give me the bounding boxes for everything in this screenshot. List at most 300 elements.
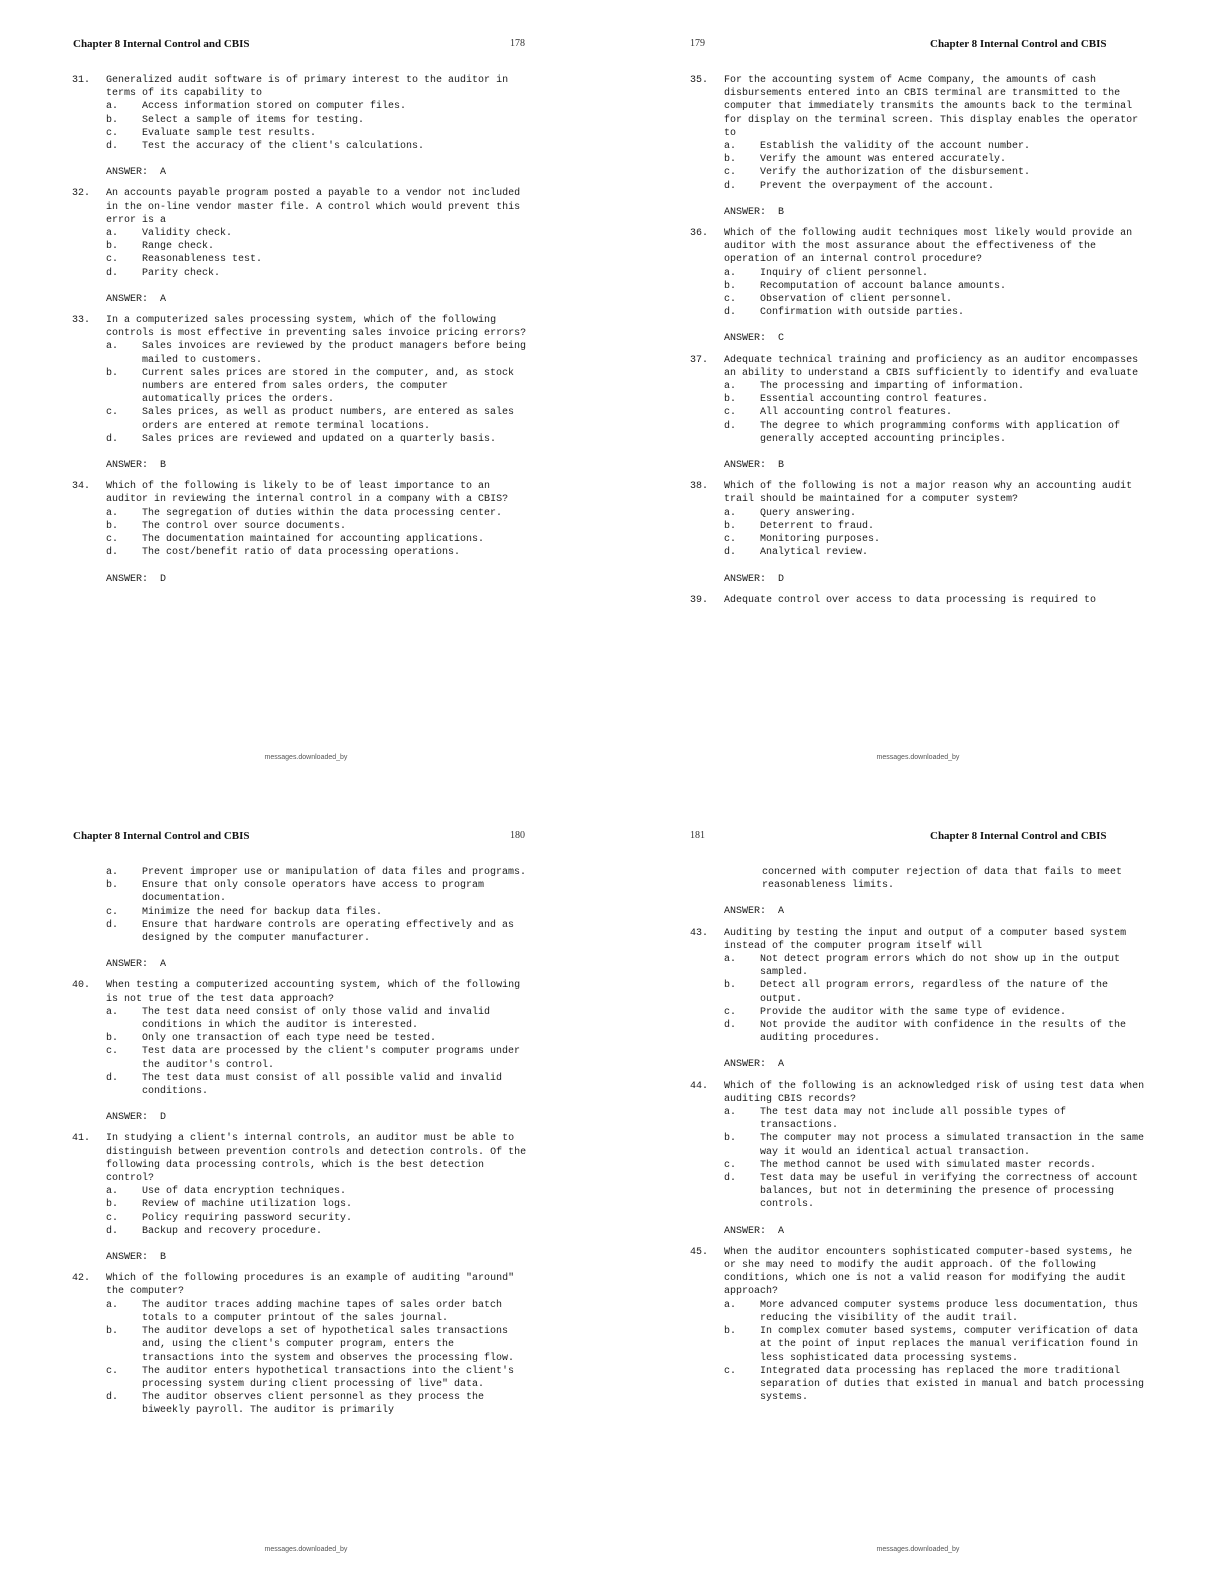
question-stem <box>72 314 542 340</box>
answer-option <box>106 433 542 446</box>
option-text: Review of machine utilization logs. <box>142 1199 353 1211</box>
answer-label: ANSWER: <box>106 460 149 472</box>
question-stem <box>690 594 1160 607</box>
option-text: The auditor observes client personnel as they process the biweekly payroll. The auditor is primarily <box>142 1392 485 1417</box>
question-item <box>72 480 542 585</box>
option-letter: c. <box>106 1046 119 1058</box>
answer-value: B <box>778 206 785 218</box>
option-letter: d. <box>106 919 119 931</box>
answer-line <box>106 1251 542 1264</box>
option-letter: a. <box>724 507 737 519</box>
answer-option <box>106 406 542 432</box>
answer-label: ANSWER: <box>724 460 767 472</box>
question-item <box>72 1272 542 1417</box>
question-number: 37. <box>690 354 709 366</box>
answer-option <box>106 1299 542 1325</box>
option-letter: d. <box>724 307 737 319</box>
answer-option <box>724 1325 1160 1365</box>
option-text: The test data may not include all possible types of transactions. <box>760 1107 1067 1132</box>
option-letter: b. <box>106 367 119 379</box>
option-text: Recomputation of account balance amounts. <box>760 280 1007 292</box>
answer-option <box>724 533 1160 546</box>
page-number: 178 <box>510 38 525 49</box>
question-item <box>690 927 1160 1072</box>
option-letter: d. <box>106 1225 119 1237</box>
option-text: Sales prices, as well as product numbers, are entered as sales orders are entered at remote terminal locations. <box>142 407 515 432</box>
answer-line <box>724 459 1160 472</box>
option-text: Minimize the need for backup data files. <box>142 906 383 918</box>
answer-option <box>106 507 542 520</box>
option-text: More advanced computer systems produce less documentation, thus reducing the visibility of the audit trail. <box>760 1299 1139 1324</box>
option-text: The method cannot be used with simulated master records. <box>760 1159 1097 1171</box>
answer-line <box>106 293 542 306</box>
answer-value: A <box>160 293 167 305</box>
answer-line <box>724 332 1160 345</box>
option-text: Query answering. <box>760 507 857 519</box>
option-letter: c. <box>724 1365 737 1377</box>
option-letter: d. <box>106 267 119 279</box>
page-header-title: Chapter 8 Internal Control and CBIS <box>930 830 1107 842</box>
option-letter: b. <box>106 1199 119 1211</box>
option-text: Validity check. <box>142 228 233 240</box>
question-item <box>690 227 1160 346</box>
answer-label: ANSWER: <box>724 573 767 585</box>
option-letter: d. <box>724 1020 737 1032</box>
answer-option <box>724 1159 1160 1172</box>
option-letter: a. <box>106 867 119 878</box>
page-header-title: Chapter 8 Internal Control and CBIS <box>73 38 250 50</box>
question-list <box>72 74 542 594</box>
answer-value: A <box>160 167 167 179</box>
question-text: Which of the following audit techniques most likely would provide an auditor with the most assurance about the effectiveness of the operation of an internal control procedure? <box>724 228 1133 266</box>
question-text: Adequate control over access to data processing is required to <box>724 594 1097 606</box>
option-text: Policy requiring password security. <box>142 1212 353 1224</box>
question-item <box>690 1246 1160 1404</box>
answer-label: ANSWER: <box>724 206 767 218</box>
option-text: Evaluate sample test results. <box>142 127 317 139</box>
question-text: Adequate technical training and proficiency as an auditor encompasses an ability to understand a CBIS sufficiently to identify and evaluate <box>724 354 1139 379</box>
answer-option <box>724 1365 1160 1405</box>
answer-option <box>724 1106 1160 1132</box>
answer-line <box>724 1058 1160 1071</box>
option-text: Essential accounting control features. <box>760 394 989 406</box>
document-page-179 <box>612 0 1224 792</box>
answer-value: C <box>778 333 785 345</box>
question-number: 35. <box>690 75 709 86</box>
option-text: Deterrent to fraud. <box>760 520 875 532</box>
answer-option <box>724 180 1160 193</box>
question-text: Which of the following procedures is an example of auditing "around" the computer? <box>106 1273 515 1298</box>
question-list <box>690 74 1160 615</box>
page-number: 179 <box>690 38 705 49</box>
option-text: Monitoring purposes. <box>760 534 881 546</box>
question-item <box>72 187 542 306</box>
document-page-181 <box>612 792 1224 1584</box>
option-letter: b. <box>106 241 119 253</box>
page-header-title: Chapter 8 Internal Control and CBIS <box>73 830 250 842</box>
option-text: Sales prices are reviewed and updated on a quarterly basis. <box>142 433 497 445</box>
answer-option <box>724 293 1160 306</box>
question-number: 44. <box>690 1080 709 1092</box>
option-letter: b. <box>106 520 119 532</box>
answer-option <box>106 1072 542 1098</box>
answer-option <box>724 507 1160 520</box>
answer-option <box>106 253 542 266</box>
answer-value: B <box>778 460 785 472</box>
option-letter: b. <box>724 154 737 166</box>
answer-option <box>106 127 542 140</box>
answer-option <box>106 114 542 127</box>
option-text: Not detect program errors which do not show up in the output sampled. <box>760 954 1121 979</box>
option-letter: d. <box>724 1173 737 1185</box>
answer-line <box>106 573 542 586</box>
option-letter: a. <box>724 1107 737 1119</box>
option-letter: d. <box>106 1392 119 1404</box>
question-number: 39. <box>690 594 709 606</box>
option-text: Ensure that only console operators have access to program documentation. <box>142 880 485 905</box>
question-list <box>690 866 1160 1412</box>
option-text: The documentation maintained for accounting applications. <box>142 534 485 546</box>
question-item <box>690 480 1160 585</box>
answer-option <box>106 1391 542 1417</box>
question-text: Which of the following is not a major reason why an accounting audit trail should be maintained for a computer system? <box>724 481 1133 506</box>
page-number: 180 <box>510 830 525 841</box>
option-letter: a. <box>106 341 119 353</box>
answer-label: ANSWER: <box>106 293 149 305</box>
question-number: 42. <box>72 1273 91 1285</box>
answer-option <box>724 406 1160 419</box>
question-stem <box>72 74 542 100</box>
option-text: Access information stored on computer files. <box>142 101 407 113</box>
answer-option <box>724 380 1160 393</box>
option-letter: c. <box>724 534 737 546</box>
option-text: Parity check. <box>142 267 221 279</box>
option-letter: a. <box>724 141 737 153</box>
page-footer: messages.downloaded_by <box>876 1546 960 1553</box>
option-text: The control over source documents. <box>142 520 347 532</box>
answer-label: ANSWER: <box>724 906 767 918</box>
option-text: The auditor traces adding machine tapes of sales order batch totals to a computer printout of the sales journal. <box>142 1299 503 1324</box>
option-letter: a. <box>106 1006 119 1018</box>
option-letter: a. <box>724 267 737 279</box>
option-text: All accounting control features. <box>760 407 953 419</box>
answer-option <box>106 1185 542 1198</box>
answer-label: ANSWER: <box>724 1059 767 1071</box>
option-text: The computer may not process a simulated transaction in the same way it would an identical actual transaction. <box>760 1133 1145 1158</box>
answer-option <box>106 520 542 533</box>
question-item <box>72 314 542 472</box>
option-letter: a. <box>106 1186 119 1198</box>
answer-option <box>724 1132 1160 1158</box>
answer-option <box>106 267 542 280</box>
option-text: Verify the authorization of the disbursement. <box>760 167 1031 179</box>
option-letter: b. <box>724 980 737 992</box>
question-stem <box>72 480 542 506</box>
answer-value: A <box>778 1225 785 1237</box>
question-stem <box>690 227 1160 267</box>
option-letter: c. <box>724 294 737 306</box>
option-letter: c. <box>106 534 119 546</box>
answer-option <box>724 280 1160 293</box>
question-text: When testing a computerized accounting system, which of the following is not true of the test data approach? <box>106 980 521 1005</box>
option-letter: b. <box>106 114 119 126</box>
option-text: The auditor develops a set of hypothetical sales transactions and, using the client's computer program, enters the transactions into the system and observes the processing flow. <box>142 1326 515 1364</box>
option-letter: a. <box>724 954 737 966</box>
question-stem <box>690 927 1160 953</box>
option-letter: b. <box>724 1133 737 1145</box>
question-text: Generalized audit software is of primary interest to the auditor in terms of its capability to <box>106 75 509 100</box>
option-text: Verify the amount was entered accurately. <box>760 154 1007 166</box>
question-number: 40. <box>72 980 91 992</box>
question-stem <box>72 979 542 1005</box>
answer-line <box>724 905 1160 918</box>
option-text: Inquiry of client personnel. <box>760 267 929 279</box>
question-number: 31. <box>72 75 91 86</box>
option-text: The test data must consist of all possible valid and invalid conditions. <box>142 1072 503 1098</box>
option-text: Ensure that hardware controls are operating effectively and as designed by the computer manufacturer. <box>142 919 515 945</box>
answer-value: D <box>160 1112 167 1124</box>
question-text: An accounts payable program posted a payable to a vendor not included in the on-line vendor master file. A control which would prevent this error is a <box>106 188 521 226</box>
option-text: Select a sample of items for testing. <box>142 114 365 126</box>
answer-value: A <box>778 906 785 918</box>
question-stem <box>690 480 1160 506</box>
answer-option <box>724 153 1160 166</box>
question-item <box>72 979 542 1124</box>
answer-value: A <box>160 959 167 971</box>
answer-option <box>724 1006 1160 1019</box>
question-text: For the accounting system of Acme Company, the amounts of cash disbursements entered into an CBIS terminal are transmitted to the computer that immediately transmits the amounts back to the terminal for display on the terminal screen. This display enables the operator to <box>724 75 1139 139</box>
answer-line <box>724 206 1160 219</box>
answer-option <box>106 866 542 879</box>
option-text: Test data are processed by the client's computer programs under the auditor's control. <box>142 1046 521 1071</box>
option-letter: a. <box>106 1299 119 1311</box>
question-item <box>690 354 1160 473</box>
option-letter: c. <box>724 167 737 179</box>
option-letter: c. <box>106 407 119 419</box>
option-text: Observation of client personnel. <box>760 294 953 306</box>
answer-option <box>106 227 542 240</box>
answer-line <box>724 573 1160 586</box>
option-letter: c. <box>106 127 119 139</box>
answer-line <box>106 459 542 472</box>
question-stem <box>690 1080 1160 1106</box>
option-text: The processing and imparting of information. <box>760 381 1025 393</box>
question-continuation <box>72 866 542 971</box>
document-page-180 <box>0 792 612 1584</box>
answer-option <box>724 393 1160 406</box>
continued-text: concerned with computer rejection of data that fails to meet reasonableness limits. <box>762 867 1123 892</box>
answer-value: B <box>160 460 167 472</box>
page-footer: messages.downloaded_by <box>264 1546 348 1553</box>
question-number: 36. <box>690 228 709 240</box>
answer-option <box>724 1019 1160 1045</box>
option-text: Confirmation with outside parties. <box>760 307 965 319</box>
option-letter: d. <box>106 1072 119 1084</box>
option-text: Prevent the overpayment of the account. <box>760 180 995 192</box>
question-number: 32. <box>72 188 91 200</box>
answer-option <box>106 879 542 905</box>
answer-value: A <box>778 1059 785 1071</box>
page-number: 181 <box>690 830 705 841</box>
option-text: Detect all program errors, regardless of the nature of the output. <box>760 980 1109 1005</box>
option-letter: c. <box>106 254 119 266</box>
answer-label: ANSWER: <box>106 573 149 585</box>
question-stem <box>690 354 1160 380</box>
answer-option <box>106 140 542 153</box>
answer-option <box>106 367 542 407</box>
answer-option <box>106 1198 542 1211</box>
question-number: 45. <box>690 1246 709 1258</box>
answer-option <box>106 1006 542 1032</box>
question-number: 33. <box>72 315 91 327</box>
answer-option <box>106 240 542 253</box>
answer-option <box>106 1365 542 1391</box>
option-letter: c. <box>106 1212 119 1224</box>
option-text: The degree to which programming conforms with application of generally accepted accounting principles. <box>760 420 1121 445</box>
question-stem <box>72 1132 542 1185</box>
answer-option <box>106 1032 542 1045</box>
question-item <box>690 1080 1160 1238</box>
question-stem <box>72 187 542 227</box>
option-text: The auditor enters hypothetical transactions into the client's processing system during client processing of live" data. <box>142 1365 515 1390</box>
answer-option <box>724 166 1160 179</box>
option-letter: b. <box>724 280 737 292</box>
option-letter: c. <box>724 407 737 419</box>
option-letter: d. <box>724 547 737 559</box>
answer-option <box>724 979 1160 1005</box>
answer-option <box>724 953 1160 979</box>
question-number: 34. <box>72 481 91 493</box>
answer-label: ANSWER: <box>724 333 767 345</box>
option-text: Use of data encryption techniques. <box>142 1186 347 1198</box>
answer-value: D <box>778 573 785 585</box>
question-text: In studying a client's internal controls, an auditor must be able to distinguish between prevention controls and detection controls. Of the following data processing controls, which is the best detection control? <box>106 1133 527 1185</box>
option-text: Test the accuracy of the client's calculations. <box>142 141 425 153</box>
answer-option <box>106 340 542 366</box>
page-footer: messages.downloaded_by <box>876 754 960 761</box>
answer-option <box>724 140 1160 153</box>
option-text: Reasonableness test. <box>142 254 263 266</box>
option-letter: c. <box>106 1365 119 1377</box>
option-text: Establish the validity of the account number. <box>760 141 1031 153</box>
answer-line <box>106 1111 542 1124</box>
option-letter: d. <box>106 141 119 153</box>
answer-line <box>106 166 542 179</box>
answer-option <box>724 520 1160 533</box>
answer-label: ANSWER: <box>106 959 149 971</box>
option-text: Test data may be useful in verifying the correctness of account balances, but not in determining the presence of processing controls. <box>760 1173 1139 1211</box>
question-item <box>72 74 542 179</box>
answer-option <box>106 1045 542 1071</box>
option-letter: a. <box>724 1299 737 1311</box>
question-text: Which of the following is likely to be of least importance to an auditor in reviewing the internal control in a company with a CBIS? <box>106 481 509 506</box>
option-letter: d. <box>106 547 119 559</box>
question-number: 38. <box>690 481 709 493</box>
option-text: Backup and recovery procedure. <box>142 1225 323 1237</box>
document-page-178 <box>0 0 612 792</box>
answer-option <box>724 1299 1160 1325</box>
answer-option <box>724 420 1160 446</box>
answer-label: ANSWER: <box>106 1252 149 1264</box>
option-text: In complex comuter based systems, computer verification of data at the point of input replaces the manual verification found in less sophisticated data processing systems. <box>760 1326 1139 1364</box>
answer-value: D <box>160 573 167 585</box>
question-text: Which of the following is an acknowledged risk of using test data when auditing CBIS records? <box>724 1080 1145 1105</box>
option-letter: b. <box>724 1326 737 1338</box>
answer-option <box>106 533 542 546</box>
answer-option <box>724 1172 1160 1212</box>
question-number: 43. <box>690 927 709 939</box>
answer-option <box>106 919 542 945</box>
answer-option <box>106 546 542 559</box>
question-text: When the auditor encounters sophisticated computer-based systems, he or she may need to modify the audit approach. Of the following conditions, which one is not a valid reason for modifying the audit approach? <box>724 1246 1133 1298</box>
answer-option <box>106 1212 542 1225</box>
option-text: Sales invoices are reviewed by the product managers before being mailed to customers. <box>142 341 527 366</box>
option-letter: d. <box>724 180 737 192</box>
answer-label: ANSWER: <box>106 167 149 179</box>
option-text: Analytical review. <box>760 547 869 559</box>
answer-option <box>724 267 1160 280</box>
answer-option <box>106 100 542 113</box>
question-number: 41. <box>72 1133 91 1145</box>
option-letter: a. <box>106 101 119 113</box>
question-text: In a computerized sales processing system, which of the following controls is most effective in preventing sales invoice pricing errors? <box>106 315 527 340</box>
question-continuation <box>690 866 1160 919</box>
option-letter: c. <box>724 1006 737 1018</box>
option-text: Range check. <box>142 241 215 253</box>
option-letter: b. <box>106 1326 119 1338</box>
option-text: Current sales prices are stored in the computer, and, as stock numbers are entered from sales orders, the computer automatically prices the orders. <box>142 367 515 406</box>
question-text: Auditing by testing the input and output of a computer based system instead of the computer program itself will <box>724 927 1127 952</box>
option-letter: b. <box>724 394 737 406</box>
option-letter: c. <box>106 906 119 918</box>
option-text: Integrated data processing has replaced the more traditional separation of duties that existed in manual and batch processing systems. <box>760 1365 1145 1404</box>
question-item <box>690 594 1160 607</box>
answer-option <box>106 1325 542 1365</box>
question-stem <box>72 1272 542 1298</box>
option-letter: d. <box>724 420 737 432</box>
answer-option <box>106 1225 542 1238</box>
answer-option <box>106 906 542 919</box>
question-item <box>72 1132 542 1264</box>
answer-line <box>724 1225 1160 1238</box>
option-text: The test data need consist of only those valid and invalid conditions in which the auditor is interested. <box>142 1006 491 1032</box>
page-footer: messages.downloaded_by <box>264 754 348 761</box>
answer-label: ANSWER: <box>106 1112 149 1124</box>
answer-option <box>724 306 1160 319</box>
option-text: Prevent improper use or manipulation of data files and programs. <box>142 867 527 878</box>
question-item <box>690 74 1160 219</box>
question-stem <box>690 1246 1160 1299</box>
option-text: Not provide the auditor with confidence in the results of the auditing procedures. <box>760 1020 1127 1045</box>
option-letter: a. <box>106 507 119 519</box>
option-letter: d. <box>106 433 119 445</box>
answer-value: B <box>160 1252 167 1264</box>
option-letter: c. <box>724 1159 737 1171</box>
question-stem <box>690 74 1160 140</box>
option-text: Only one transaction of each type need be tested. <box>142 1033 437 1045</box>
option-text: The segregation of duties within the data processing center. <box>142 507 503 519</box>
answer-option <box>724 546 1160 559</box>
page-header-title: Chapter 8 Internal Control and CBIS <box>930 38 1107 50</box>
answer-line <box>106 958 542 971</box>
option-letter: b. <box>724 520 737 532</box>
option-letter: b. <box>106 880 119 892</box>
option-letter: a. <box>106 228 119 240</box>
option-letter: a. <box>724 381 737 393</box>
option-text: Provide the auditor with the same type of evidence. <box>760 1006 1067 1018</box>
answer-label: ANSWER: <box>724 1225 767 1237</box>
question-list <box>72 866 542 1426</box>
